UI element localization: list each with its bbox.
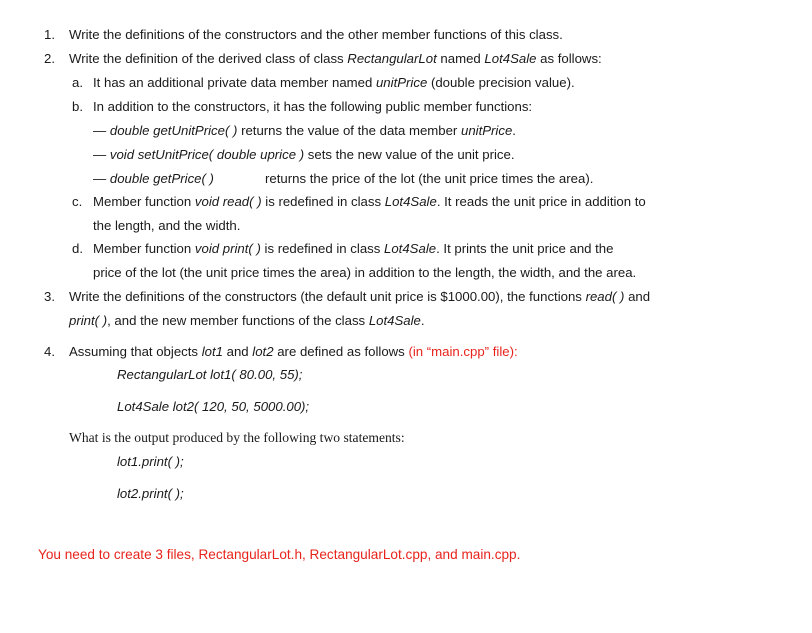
subitem-c-continuation: the length, and the width. [93, 218, 241, 233]
subitem-d-text: Member function void print( ) is redefined in class Lot4Sale. It prints the unit price and the [93, 241, 614, 256]
item-3-continuation: print( ), and the new member functions of the class Lot4Sale. [69, 313, 425, 328]
dash-bullet: — [93, 171, 107, 186]
item-number-1: 1. [44, 27, 55, 42]
subitem-a-text: It has an additional private data member named unitPrice (double precision value). [93, 75, 575, 90]
subitem-label-b: b. [72, 99, 83, 114]
code-declaration-lot1: RectangularLot lot1( 80.00, 55); [117, 367, 303, 382]
code-statement-lot2-print: lot2.print( ); [117, 486, 184, 501]
subitem-b-text: In addition to the constructors, it has the following public member functions: [93, 99, 533, 114]
dash-bullet: — [93, 147, 107, 162]
code-statement-lot1-print: lot1.print( ); [117, 454, 184, 469]
subitem-label-d: d. [72, 241, 83, 256]
dash-bullet: — [93, 123, 107, 138]
item-number-4: 4. [44, 344, 55, 359]
item-3-text: Write the definitions of the constructors (the default unit price is $1000.00), the functions read( ) and [69, 289, 651, 304]
item-4-text: Assuming that objects lot1 and lot2 are defined as follows (in “main.cpp” file): [69, 344, 518, 359]
subitem-label-a: a. [72, 75, 83, 90]
member-function-getprice: — double getPrice( ) [93, 171, 214, 186]
files-instruction: You need to create 3 files, RectangularLot.h, RectangularLot.cpp, and main.cpp. [38, 547, 521, 562]
subitem-d-continuation: price of the lot (the unit price times the area) in addition to the length, the width, and the area. [93, 265, 637, 280]
member-function-setunitprice: — void setUnitPrice( double uprice ) sets the new value of the unit price. [93, 147, 515, 162]
code-declaration-lot2: Lot4Sale lot2( 120, 50, 5000.00); [117, 399, 310, 414]
item-1-text: Write the definitions of the constructors and the other member functions of this class. [69, 27, 563, 42]
member-function-getprice-desc: returns the price of the lot (the unit price times the area). [265, 171, 594, 186]
output-question: What is the output produced by the following two statements: [69, 430, 405, 445]
subitem-label-c: c. [72, 194, 83, 209]
file-note: (in “main.cpp” file): [408, 344, 518, 359]
item-number-2: 2. [44, 51, 55, 66]
subitem-c-text: Member function void read( ) is redefined in class Lot4Sale. It reads the unit price in addition to [93, 194, 646, 209]
item-number-3: 3. [44, 289, 55, 304]
item-2-text: Write the definition of the derived class of class RectangularLot named Lot4Sale as follows: [69, 51, 602, 66]
member-function-getunitprice: — double getUnitPrice( ) returns the value of the data member unitPrice. [93, 123, 516, 138]
